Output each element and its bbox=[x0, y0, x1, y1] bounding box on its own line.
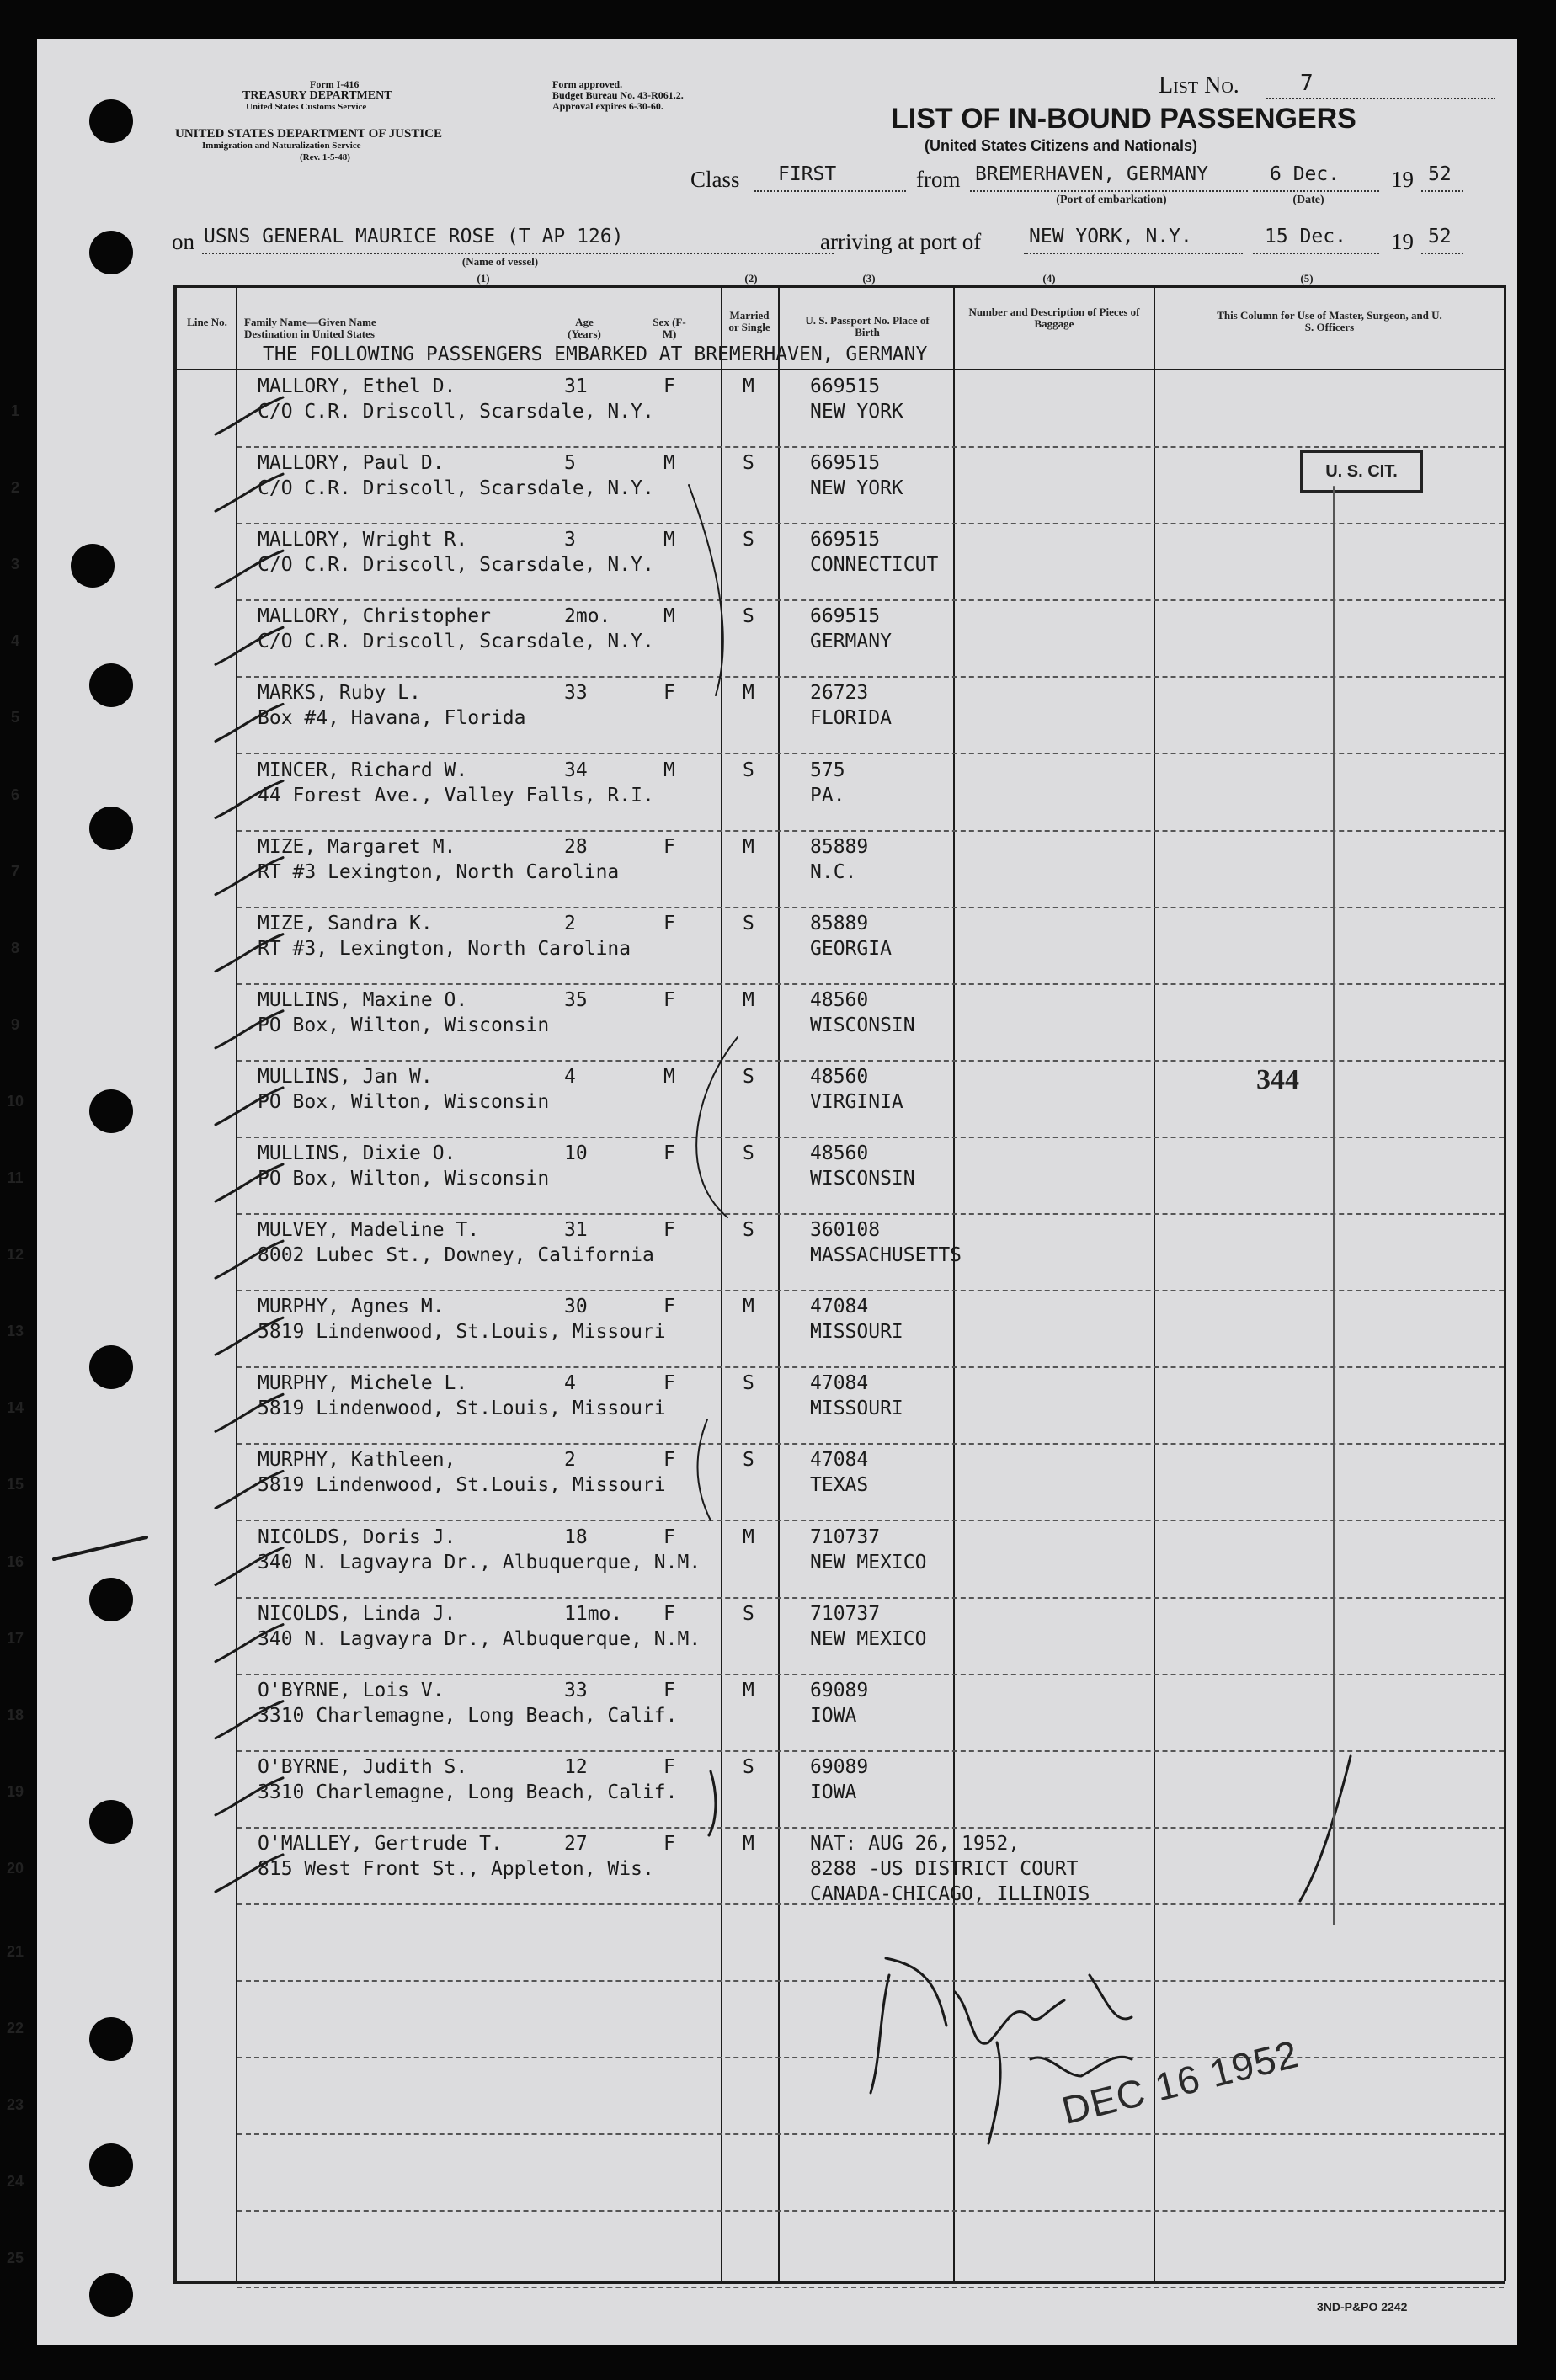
customs-service: United States Customs Service bbox=[246, 102, 367, 112]
place-of-birth: 8288 -US DISTRICT COURT bbox=[810, 1857, 1079, 1880]
passenger-age: 31 bbox=[564, 1219, 588, 1242]
marital-status: S bbox=[743, 1372, 754, 1395]
justice-dept: UNITED STATES DEPARTMENT OF JUSTICE bbox=[175, 127, 443, 141]
passenger-sex: F bbox=[663, 682, 675, 705]
marital-status: S bbox=[743, 759, 754, 781]
passenger-sex: F bbox=[663, 1142, 675, 1164]
passenger-name: MALLORY, Christopher bbox=[258, 605, 491, 628]
table-row bbox=[10, 908, 1502, 985]
passenger-destination: 3310 Charlemagne, Long Beach, Calif. bbox=[258, 1781, 678, 1803]
passenger-age: 34 bbox=[564, 759, 588, 781]
marital-status: M bbox=[743, 375, 754, 397]
table-row bbox=[6, 1751, 1502, 1829]
passenger-age: 2 bbox=[564, 912, 576, 934]
marital-status: M bbox=[743, 1525, 754, 1548]
passenger-destination: PO Box, Wilton, Wisconsin bbox=[258, 1014, 550, 1036]
passport-number: 48560 bbox=[810, 988, 869, 1011]
line-number: 22 bbox=[6, 2020, 24, 2037]
table-top-border bbox=[173, 285, 1505, 288]
passenger-destination: C/O C.R. Driscoll, Scarsdale, N.Y. bbox=[258, 477, 654, 500]
passenger-age: 33 bbox=[564, 682, 588, 705]
line-number: 3 bbox=[10, 556, 19, 573]
line-number: 15 bbox=[6, 1476, 24, 1493]
list-no-value: 7 bbox=[1300, 71, 1314, 96]
passenger-age: 31 bbox=[564, 375, 588, 397]
vessel-underline bbox=[202, 253, 834, 254]
form-number: Form I-416 bbox=[310, 78, 360, 90]
passport-number: 669515 bbox=[810, 529, 881, 551]
us-cit-stamp: U. S. CIT. bbox=[1300, 450, 1423, 493]
passenger-name: MIZE, Sandra K. bbox=[258, 912, 433, 934]
place-of-birth: GERMANY bbox=[810, 631, 892, 653]
place-of-birth: CONNECTICUT bbox=[810, 554, 939, 577]
year-prefix: 19 bbox=[1391, 167, 1414, 192]
passenger-age: 27 bbox=[564, 1832, 588, 1855]
passport-number: 360108 bbox=[810, 1219, 881, 1242]
passenger-destination: 8002 Lubec St., Downey, California bbox=[258, 1244, 654, 1267]
table-row bbox=[10, 754, 1502, 832]
year-underline bbox=[1421, 190, 1463, 192]
passenger-age: 33 bbox=[564, 1679, 588, 1701]
class-value: FIRST bbox=[778, 163, 837, 185]
passenger-destination: 340 N. Lagvayra Dr., Albuquerque, N.M. bbox=[258, 1627, 701, 1650]
marital-status: S bbox=[743, 1449, 754, 1472]
table-row bbox=[10, 370, 1502, 448]
marital-status: S bbox=[743, 912, 754, 934]
marital-status: S bbox=[743, 1755, 754, 1778]
passenger-sex: M bbox=[663, 759, 675, 781]
passenger-age: 18 bbox=[564, 1525, 588, 1548]
table-row bbox=[6, 1598, 1502, 1675]
place-of-birth: TEXAS bbox=[810, 1474, 869, 1497]
passenger-destination: C/O C.R. Driscoll, Scarsdale, N.Y. bbox=[258, 554, 654, 577]
line-number: 13 bbox=[6, 1323, 24, 1340]
passenger-sex: F bbox=[663, 1449, 675, 1472]
arrival-port: NEW YORK, N.Y. bbox=[1029, 226, 1192, 248]
approval-line3: Approval expires 6-30-60. bbox=[552, 100, 663, 112]
passenger-age: 11mo. bbox=[564, 1602, 623, 1625]
line-number: 6 bbox=[10, 785, 19, 803]
passport-number: 669515 bbox=[810, 605, 881, 628]
col-header-age: Age (Years) bbox=[568, 316, 601, 341]
passenger-destination: 5819 Lindenwood, St.Louis, Missouri bbox=[258, 1474, 666, 1497]
passport-number: 85889 bbox=[810, 835, 869, 858]
table-row bbox=[10, 677, 1502, 754]
port-caption: (Port of embarkation) bbox=[1056, 194, 1167, 206]
line-number: 20 bbox=[6, 1859, 24, 1877]
approval-line2: Budget Bureau No. 43-R061.2. bbox=[552, 89, 684, 101]
place-of-birth: NEW YORK bbox=[810, 477, 903, 500]
passenger-name: O'MALLEY, Gertrude T. bbox=[258, 1832, 503, 1855]
passenger-sex: F bbox=[663, 1525, 675, 1548]
place-of-birth: VIRGINIA bbox=[810, 1090, 903, 1113]
passenger-destination: PO Box, Wilton, Wisconsin bbox=[258, 1168, 550, 1190]
place-of-birth: FLORIDA bbox=[810, 707, 892, 730]
port-underline bbox=[970, 190, 1248, 192]
passenger-name: O'BYRNE, Lois V. bbox=[258, 1679, 445, 1701]
passenger-destination: C/O C.R. Driscoll, Scarsdale, N.Y. bbox=[258, 631, 654, 653]
table-row bbox=[6, 2134, 1502, 2212]
passport-number: 47084 bbox=[810, 1449, 869, 1472]
passenger-sex: F bbox=[663, 1296, 675, 1318]
passenger-name: MULLINS, Jan W. bbox=[258, 1065, 433, 1088]
passport-number: 47084 bbox=[810, 1296, 869, 1318]
marital-status: M bbox=[743, 1832, 754, 1855]
passenger-sex: M bbox=[663, 452, 675, 475]
passenger-age: 2mo. bbox=[564, 605, 611, 628]
line-number: 18 bbox=[6, 1706, 24, 1723]
col-header-passport: U. S. Passport No. Place of Birth bbox=[805, 314, 930, 339]
column-num: (4) bbox=[1042, 272, 1056, 285]
list-no-label: List No. bbox=[1159, 72, 1239, 99]
place-of-birth: MASSACHUSETTS bbox=[810, 1244, 962, 1267]
embark-date: 6 Dec. bbox=[1270, 163, 1340, 185]
passenger-sex: M bbox=[663, 1065, 675, 1088]
passport-number: 48560 bbox=[810, 1142, 869, 1164]
passenger-name: MULVEY, Madeline T. bbox=[258, 1219, 480, 1242]
marital-status: M bbox=[743, 835, 754, 858]
column-num: (2) bbox=[744, 272, 758, 285]
column-num: (5) bbox=[1300, 272, 1314, 285]
treasury-dept: TREASURY DEPARTMENT bbox=[242, 89, 392, 102]
naturalization-court: CANADA-CHICAGO, ILLINOIS bbox=[810, 1882, 1090, 1905]
passenger-sex: F bbox=[663, 835, 675, 858]
on-label: on bbox=[172, 229, 194, 254]
embarked-note: THE FOLLOWING PASSENGERS EMBARKED AT BREMERHAVEN, GERMANY bbox=[263, 343, 928, 365]
footer-code: 3ND-P&PO 2242 bbox=[1317, 2300, 1408, 2313]
passenger-age: 2 bbox=[564, 1449, 576, 1472]
place-of-birth: WISCONSIN bbox=[810, 1168, 915, 1190]
passport-number: 85889 bbox=[810, 912, 869, 934]
place-of-birth: NEW MEXICO bbox=[810, 1627, 927, 1650]
passport-number: 710737 bbox=[810, 1525, 881, 1548]
passenger-sex: F bbox=[663, 1602, 675, 1625]
passenger-destination: C/O C.R. Driscoll, Scarsdale, N.Y. bbox=[258, 401, 654, 423]
passenger-destination: 5819 Lindenwood, St.Louis, Missouri bbox=[258, 1398, 666, 1420]
passenger-sex: M bbox=[663, 605, 675, 628]
passenger-sex: F bbox=[663, 1219, 675, 1242]
table-row bbox=[6, 1291, 1502, 1368]
marital-status: M bbox=[743, 988, 754, 1011]
arrival-year-prefix: 19 bbox=[1391, 229, 1414, 254]
passenger-destination: 340 N. Lagvayra Dr., Albuquerque, N.M. bbox=[258, 1551, 701, 1573]
table-row bbox=[6, 1214, 1502, 1291]
passenger-name: MURPHY, Kathleen, bbox=[258, 1449, 456, 1472]
place-of-birth: MISSOURI bbox=[810, 1398, 903, 1420]
table-row bbox=[10, 984, 1502, 1062]
approval-line1: Form approved. bbox=[552, 78, 623, 90]
table-right-border bbox=[1504, 285, 1506, 2281]
passenger-age: 4 bbox=[564, 1065, 576, 1088]
line-number: 21 bbox=[6, 1943, 24, 1960]
line-number: 25 bbox=[6, 2250, 24, 2267]
marital-status: M bbox=[743, 682, 754, 705]
table-row bbox=[10, 831, 1502, 908]
table-row bbox=[10, 600, 1502, 678]
passenger-age: 10 bbox=[564, 1142, 588, 1164]
passenger-sex: F bbox=[663, 375, 675, 397]
passport-number: 710737 bbox=[810, 1602, 881, 1625]
passenger-sex: F bbox=[663, 1679, 675, 1701]
table-row bbox=[6, 1675, 1502, 1752]
class-underline bbox=[754, 190, 906, 192]
passenger-destination: 815 West Front St., Appleton, Wis. bbox=[258, 1857, 654, 1880]
passenger-sex: F bbox=[663, 912, 675, 934]
passenger-name: NICOLDS, Linda J. bbox=[258, 1602, 456, 1625]
count-stamp: 344 bbox=[1256, 1064, 1299, 1095]
place-of-birth: N.C. bbox=[810, 860, 857, 883]
table-row bbox=[6, 1828, 1502, 1905]
marital-status: M bbox=[743, 1679, 754, 1701]
passport-number: 575 bbox=[810, 759, 845, 781]
list-no-underline bbox=[1266, 98, 1495, 99]
line-number: 19 bbox=[6, 1782, 24, 1800]
arrival-year: 52 bbox=[1428, 226, 1452, 248]
col-header-married: Married or Single bbox=[728, 309, 770, 334]
marital-status: S bbox=[743, 1602, 754, 1625]
embark-year: 52 bbox=[1428, 163, 1452, 185]
passenger-destination: RT #3, Lexington, North Carolina bbox=[258, 937, 631, 960]
passport-number: 47084 bbox=[810, 1372, 869, 1395]
line-number: 10 bbox=[6, 1092, 24, 1110]
line-number: 2 bbox=[10, 479, 19, 497]
line-number: 14 bbox=[6, 1399, 24, 1417]
marital-status: S bbox=[743, 529, 754, 551]
line-number: 17 bbox=[6, 1629, 24, 1647]
passenger-name: MIZE, Margaret M. bbox=[258, 835, 456, 858]
passenger-destination: 44 Forest Ave., Valley Falls, R.I. bbox=[258, 784, 654, 807]
line-number: 11 bbox=[7, 1169, 24, 1186]
column-num: (1) bbox=[477, 272, 490, 285]
passenger-name: MULLINS, Dixie O. bbox=[258, 1142, 456, 1164]
marital-status: M bbox=[743, 1296, 754, 1318]
passenger-name: MALLORY, Paul D. bbox=[258, 452, 445, 475]
table-row bbox=[6, 1521, 1502, 1599]
marital-status: S bbox=[743, 605, 754, 628]
date-caption: (Date) bbox=[1292, 194, 1324, 206]
passenger-name: NICOLDS, Doris J. bbox=[258, 1525, 456, 1548]
passenger-sex: F bbox=[663, 1372, 675, 1395]
passenger-destination: 5819 Lindenwood, St.Louis, Missouri bbox=[258, 1321, 666, 1344]
place-of-birth: WISCONSIN bbox=[810, 1014, 915, 1036]
passenger-age: 5 bbox=[564, 452, 576, 475]
column-num: (3) bbox=[862, 272, 876, 285]
passport-number: 669515 bbox=[810, 452, 881, 475]
line-number: 23 bbox=[6, 2096, 24, 2114]
table-row bbox=[6, 2211, 1502, 2288]
arrival-date-underline bbox=[1253, 253, 1379, 254]
port-of-embarkation: BREMERHAVEN, GERMANY bbox=[975, 163, 1208, 185]
passenger-destination: PO Box, Wilton, Wisconsin bbox=[258, 1090, 550, 1113]
vessel-caption: (Name of vessel) bbox=[461, 255, 539, 268]
place-of-birth: IOWA bbox=[810, 1704, 857, 1727]
col-header-name: Family Name—Given Name bbox=[244, 316, 376, 328]
col-header-sex: Sex (F-M) bbox=[653, 316, 686, 341]
passport-number: NAT: AUG 26, 1952, bbox=[810, 1832, 1020, 1855]
passenger-name: MALLORY, Ethel D. bbox=[258, 375, 456, 397]
place-of-birth: PA. bbox=[810, 784, 845, 807]
arrival-port-underline bbox=[1024, 253, 1243, 254]
line-number: 7 bbox=[10, 862, 19, 880]
punch-hole bbox=[89, 99, 133, 143]
passenger-sex: M bbox=[663, 529, 675, 551]
col-header-destination: Destination in United States bbox=[244, 327, 375, 340]
table-row bbox=[6, 1367, 1502, 1445]
place-of-birth: MISSOURI bbox=[810, 1321, 903, 1344]
line-number: 16 bbox=[6, 1552, 24, 1570]
passenger-sex: F bbox=[663, 1832, 675, 1855]
ins-service: Immigration and Naturalization Service bbox=[202, 141, 361, 151]
marital-status: S bbox=[743, 1142, 754, 1164]
col-header-line-no: Line No. bbox=[187, 316, 227, 328]
place-of-birth: IOWA bbox=[810, 1781, 857, 1803]
place-of-birth: NEW MEXICO bbox=[810, 1551, 927, 1573]
table-row bbox=[10, 524, 1502, 601]
passenger-age: 35 bbox=[564, 988, 588, 1011]
marital-status: S bbox=[743, 1219, 754, 1242]
table-row bbox=[6, 1444, 1502, 1521]
manifest-page bbox=[6, 39, 1517, 2345]
line-number: 24 bbox=[6, 2173, 24, 2191]
date-underline bbox=[1253, 190, 1379, 192]
passenger-destination: Box #4, Havana, Florida bbox=[258, 707, 526, 730]
passenger-name: MINCER, Richard W. bbox=[258, 759, 468, 781]
passenger-age: 4 bbox=[564, 1372, 576, 1395]
passenger-name: MARKS, Ruby L. bbox=[258, 682, 421, 705]
line-number: 12 bbox=[6, 1246, 24, 1264]
table-row bbox=[6, 1904, 1502, 1982]
line-number: 5 bbox=[10, 709, 19, 727]
arrival-date: 15 Dec. bbox=[1265, 226, 1346, 248]
line-number: 9 bbox=[10, 1015, 19, 1033]
passenger-age: 3 bbox=[564, 529, 576, 551]
passenger-name: O'BYRNE, Judith S. bbox=[258, 1755, 468, 1778]
arriving-label: arriving at port of bbox=[820, 229, 982, 254]
passenger-name: MURPHY, Agnes M. bbox=[258, 1296, 445, 1318]
passenger-age: 12 bbox=[564, 1755, 588, 1778]
marital-status: S bbox=[743, 1065, 754, 1088]
class-label: Class bbox=[690, 167, 740, 192]
arrival-year-underline bbox=[1421, 253, 1463, 254]
table-row bbox=[10, 447, 1502, 524]
passenger-destination: RT #3 Lexington, North Carolina bbox=[258, 860, 620, 883]
table-row bbox=[7, 1137, 1502, 1215]
passport-number: 69089 bbox=[810, 1679, 869, 1701]
row-divider bbox=[237, 2287, 1504, 2288]
punch-hole bbox=[89, 231, 133, 274]
marital-status: S bbox=[743, 452, 754, 475]
passenger-age: 28 bbox=[564, 835, 588, 858]
col-header-baggage: Number and Description of Pieces of Baggage bbox=[968, 306, 1140, 331]
passport-number: 26723 bbox=[810, 682, 869, 705]
place-of-birth: NEW YORK bbox=[810, 401, 903, 423]
page-title: LIST OF IN-BOUND PASSENGERS bbox=[891, 103, 1356, 135]
passenger-name: MALLORY, Wright R. bbox=[258, 529, 468, 551]
line-number: 1 bbox=[10, 402, 19, 419]
passenger-sex: F bbox=[663, 1755, 675, 1778]
passenger-name: MURPHY, Michele L. bbox=[258, 1372, 468, 1395]
passport-number: 69089 bbox=[810, 1755, 869, 1778]
col-header-officers: This Column for Use of Master, Surgeon, and U. S. Officers bbox=[1217, 309, 1442, 334]
revision: (Rev. 1-5-48) bbox=[300, 152, 350, 162]
passenger-age: 30 bbox=[564, 1296, 588, 1318]
passenger-name: MULLINS, Maxine O. bbox=[258, 988, 468, 1011]
passenger-sex: F bbox=[663, 988, 675, 1011]
from-label: from bbox=[916, 167, 961, 192]
passenger-destination: 3310 Charlemagne, Long Beach, Calif. bbox=[258, 1704, 678, 1727]
passport-number: 669515 bbox=[810, 375, 881, 397]
page-subtitle: (United States Citizens and Nationals) bbox=[925, 137, 1198, 154]
vessel-name: USNS GENERAL MAURICE ROSE (T AP 126) bbox=[204, 226, 624, 248]
date-stamp: DEC 16 1952 bbox=[1057, 2031, 1303, 2132]
line-number: 8 bbox=[10, 939, 19, 956]
place-of-birth: GEORGIA bbox=[810, 937, 892, 960]
passport-number: 48560 bbox=[810, 1065, 869, 1088]
line-number: 4 bbox=[10, 632, 19, 650]
